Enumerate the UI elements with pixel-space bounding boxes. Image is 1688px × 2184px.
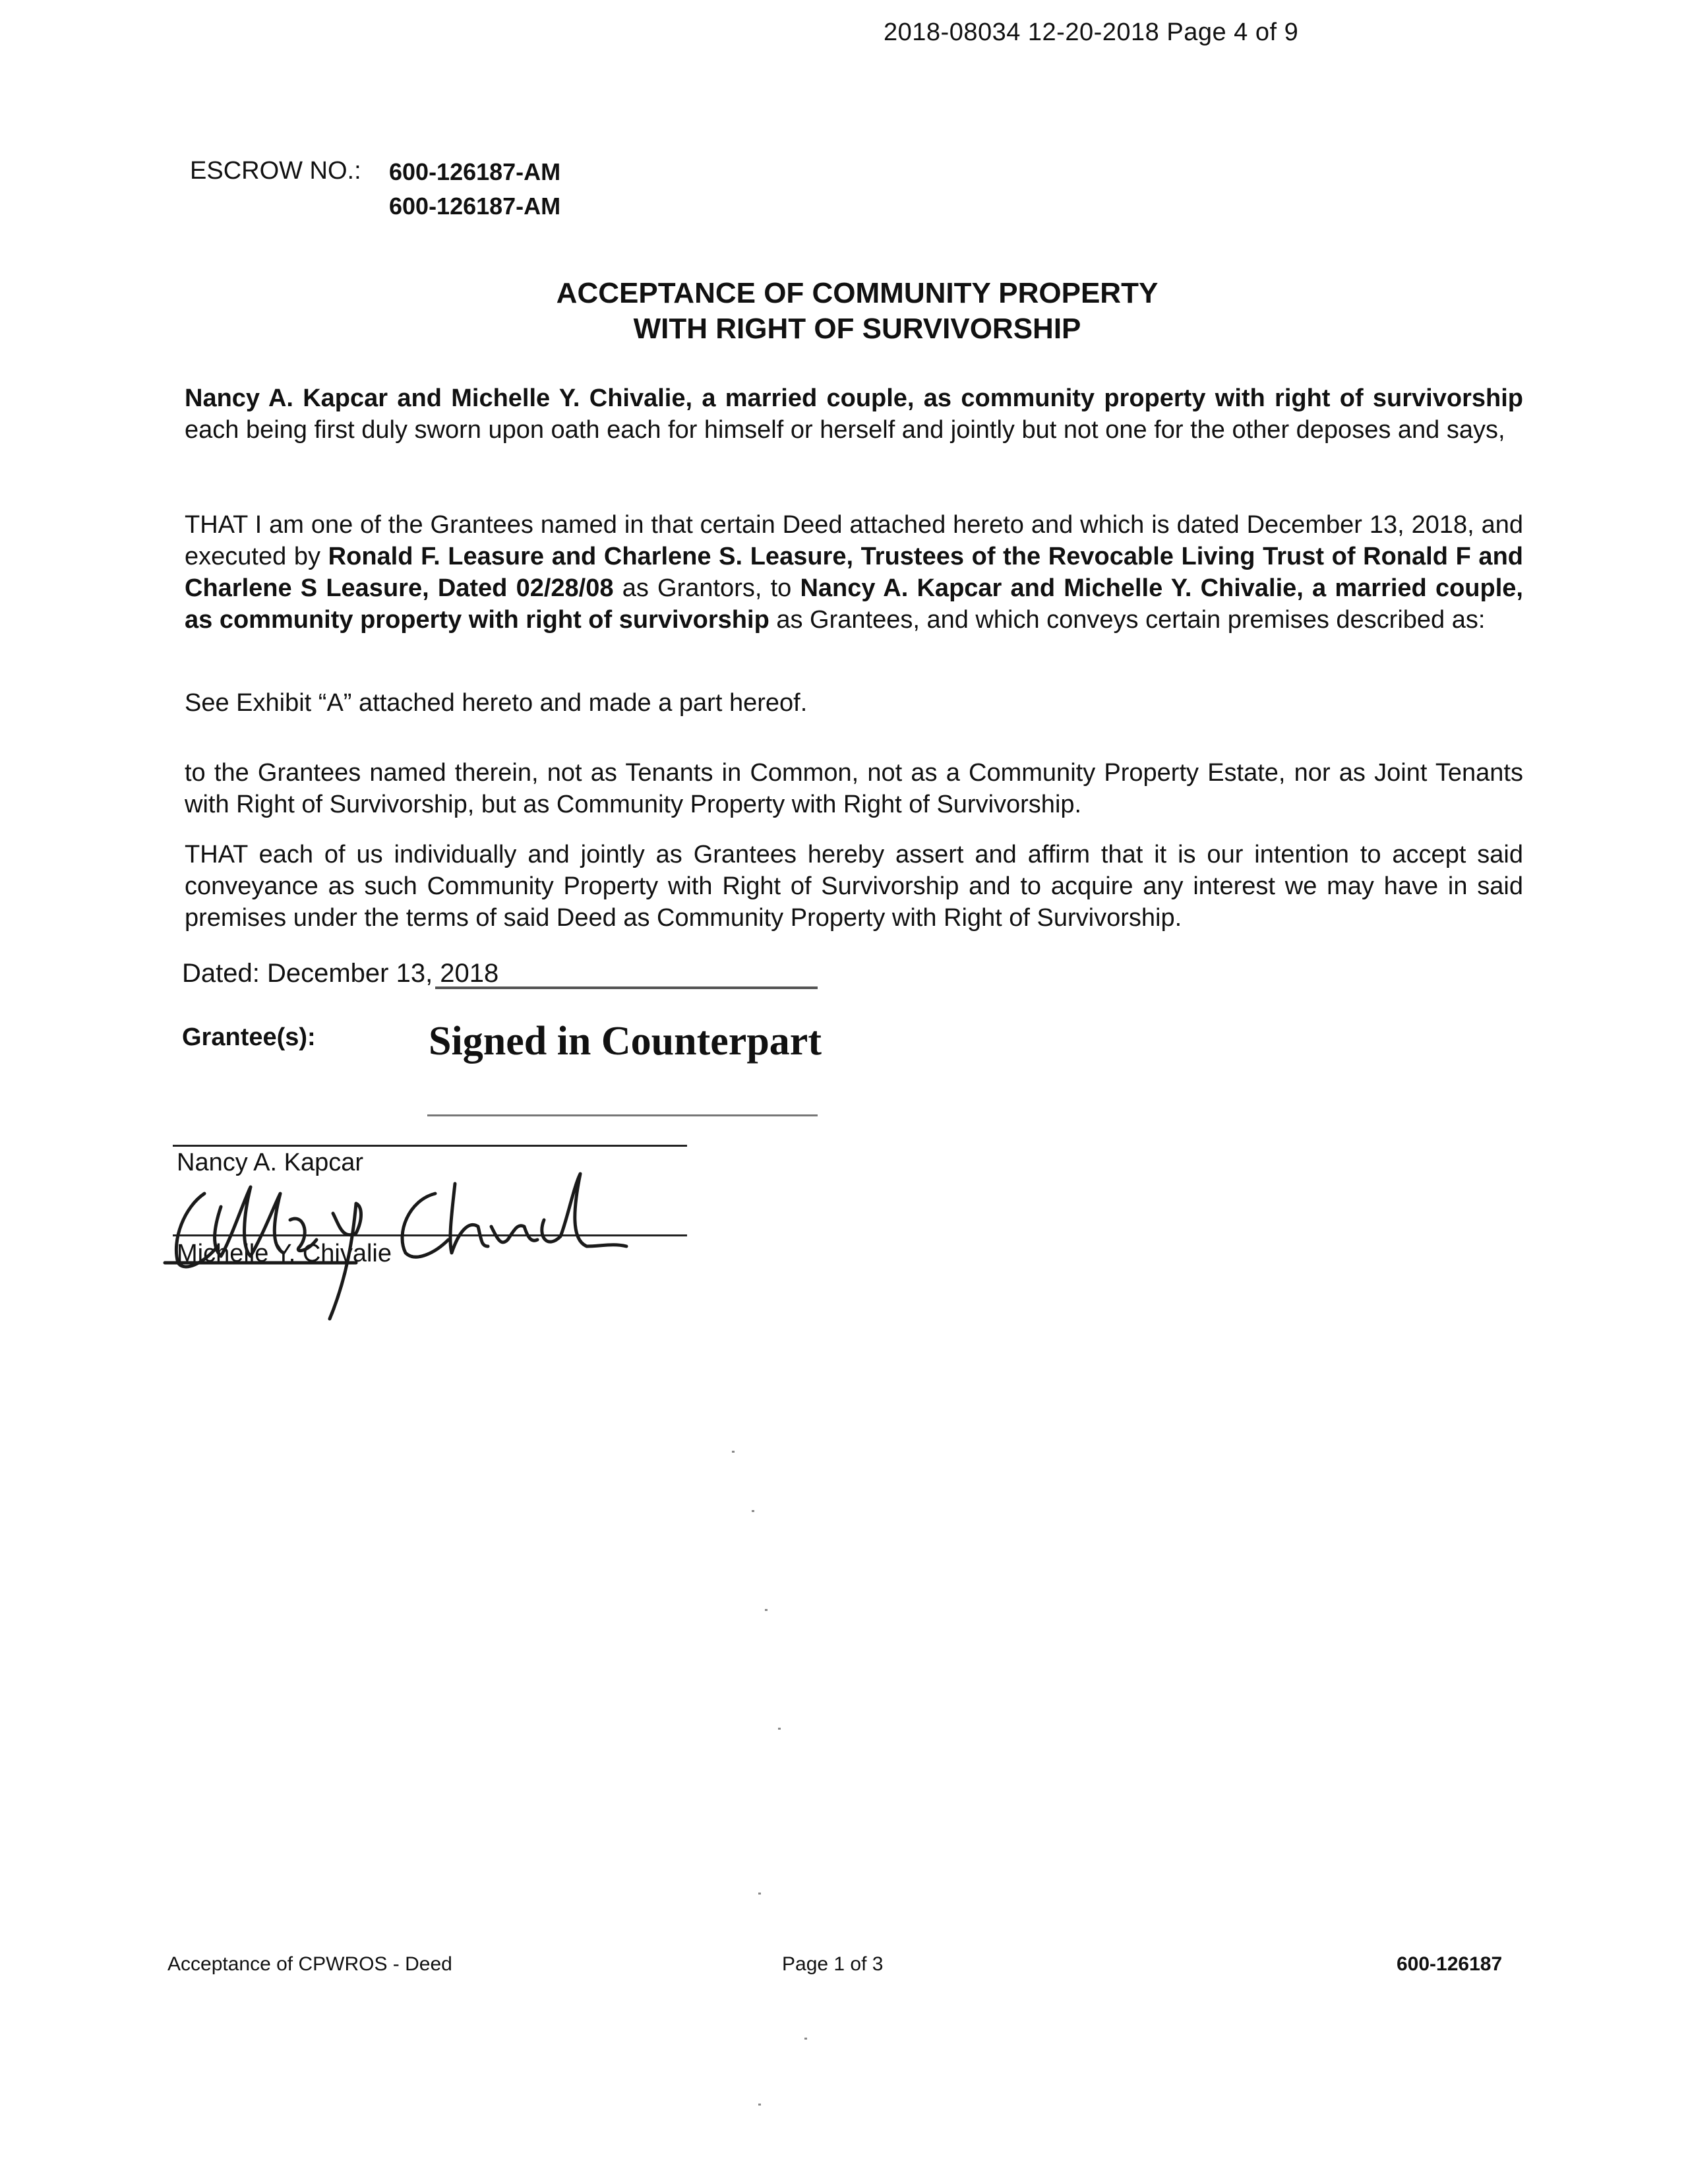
sworn-text: each being first duly sworn upon oath each for himself or herself and jointly but not one for the other deposes and says,	[185, 416, 1505, 444]
document-title-line-1: ACCEPTANCE OF COMMUNITY PROPERTY	[556, 277, 1159, 309]
scan-speck	[765, 1609, 768, 1611]
grantees-names: Nancy A. Kapcar and Michelle Y. Chivalie, a married couple, as community property with right of survivorship	[185, 384, 1523, 412]
scan-speck	[732, 1451, 735, 1453]
handwritten-signature	[158, 1147, 633, 1332]
document-title-line-2: WITH RIGHT OF SURVIVORSHIP	[633, 313, 1081, 345]
scan-speck	[752, 1510, 754, 1512]
deed-text-3: as Grantees, and which conveys certain premises described as:	[769, 606, 1486, 634]
grantee-label: Grantee(s):	[182, 1023, 316, 1051]
deed-text-2: as Grantors, to	[613, 574, 800, 602]
scan-speck	[804, 2038, 807, 2040]
grantors-names: Ronald F. Leasure and Charlene S. Leasure, Trustees of the Revocable Living Trust of Ronald F and Charlene S Leasure, Dated 02/28/08	[185, 543, 1523, 602]
paragraph-deed-description	[185, 509, 1523, 636]
scan-speck	[758, 1893, 761, 1895]
counterpart-stamp: Signed in Counterpart	[429, 1019, 822, 1064]
grantees-names-2: Nancy A. Kapcar and Michelle Y. Chivalie, a married couple, as community property with right of survivorship	[185, 574, 1523, 634]
document-title	[462, 276, 1253, 347]
footer-file-number: 600-126187	[1397, 1953, 1503, 1975]
escrow-number-2: 600-126187-AM	[389, 193, 561, 220]
dated-line: Dated: December 13, 2018	[182, 959, 499, 988]
deed-text-1: THAT I am one of the Grantees named in that certain Deed attached hereto and which is dated December 13, 2018, and executed by	[185, 511, 1523, 570]
dated-strikeout	[435, 986, 818, 989]
counterpart-underline	[427, 1114, 818, 1116]
signer-name-2: Michelle Y. Chivalie	[177, 1240, 392, 1267]
signature-line-1	[173, 1145, 687, 1147]
escrow-label: ESCROW NO.:	[190, 157, 361, 185]
scan-speck	[778, 1728, 781, 1730]
recording-header: 2018-08034 12-20-2018 Page 4 of 9	[884, 18, 1299, 46]
escrow-number-1: 600-126187-AM	[389, 158, 561, 185]
footer-document-name: Acceptance of CPWROS - Deed	[167, 1953, 452, 1975]
paragraph-affirmation: THAT each of us individually and jointly as Grantees hereby assert and affirm that it is our intention to accept said conveyance as such Community Property with Right of Survivorship and to acquire any interest we may have in said premises under the terms of said Deed as Community Property with Right of Survivorship.	[185, 841, 1523, 932]
signer-name-1: Nancy A. Kapcar	[177, 1149, 364, 1176]
footer-page-number: Page 1 of 3	[782, 1953, 884, 1975]
scan-speck	[758, 2104, 761, 2106]
paragraph-exhibit: See Exhibit “A” attached hereto and made a part hereof.	[185, 689, 808, 717]
paragraph-grantees-sworn	[185, 382, 1523, 446]
paragraph-tenancy: to the Grantees named therein, not as Tenants in Common, not as a Community Property Estate, nor as Joint Tenants with Right of Survivorship, but as Community Property with Right of Survivorship.	[185, 759, 1523, 818]
